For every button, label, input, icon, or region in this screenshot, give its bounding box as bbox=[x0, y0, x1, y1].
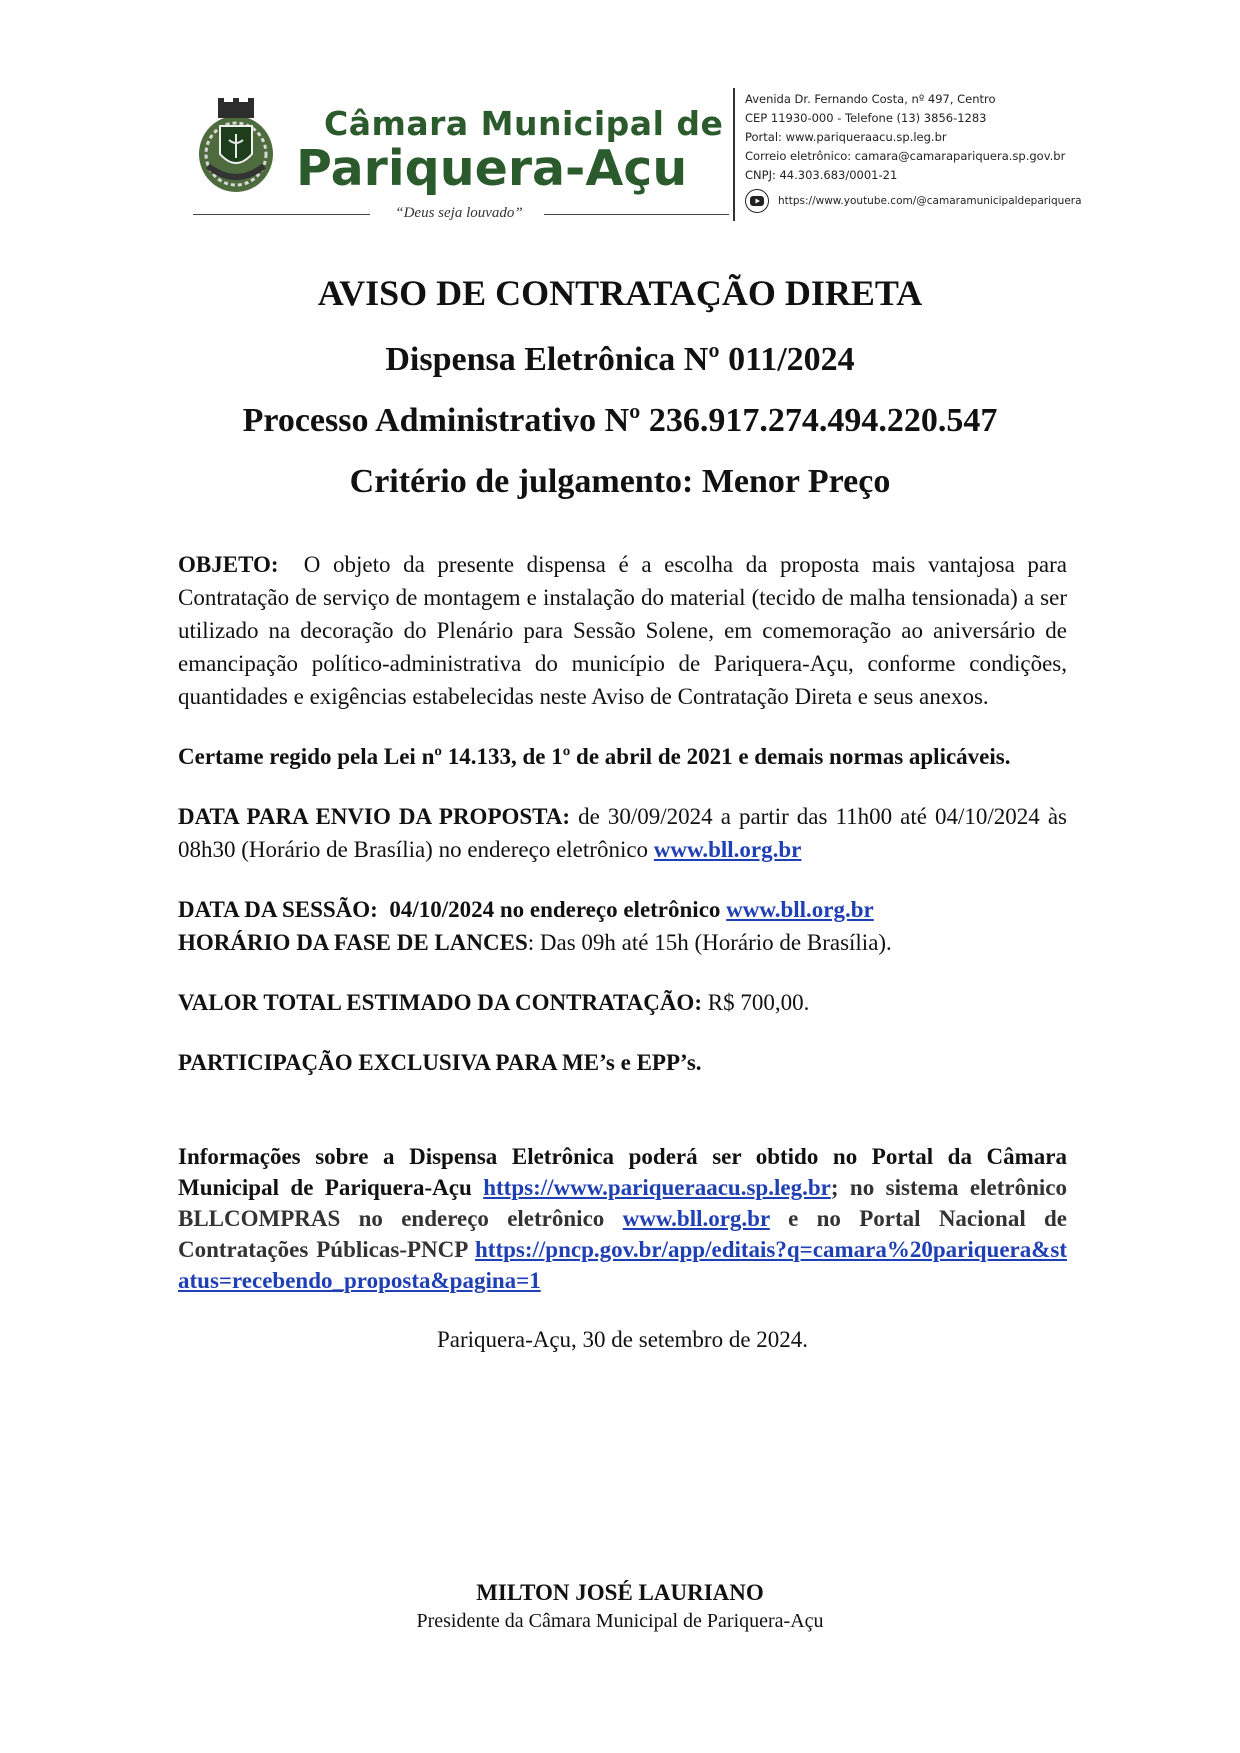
youtube-icon bbox=[745, 189, 769, 213]
contact-cep-phone: CEP 11930-000 - Telefone (13) 3856-1283 bbox=[745, 111, 987, 125]
letterhead bbox=[0, 0, 1240, 240]
org-name-line1: Câmara Municipal de bbox=[324, 104, 724, 143]
bll-link[interactable]: www.bll.org.br bbox=[622, 1206, 770, 1231]
youtube-url[interactable]: https://www.youtube.com/@camaramunicipaldepariquera bbox=[778, 195, 1082, 207]
signature-block bbox=[0, 1578, 1240, 1634]
municipal-crest-icon bbox=[196, 96, 276, 196]
paragraph-sessao bbox=[178, 893, 1067, 959]
paragraph-info bbox=[178, 1141, 1067, 1296]
objeto-label: OBJETO: bbox=[178, 552, 279, 577]
org-name-line2: Pariquera-Açu bbox=[296, 140, 688, 197]
envio-label: DATA PARA ENVIO DA PROPOSTA: bbox=[178, 804, 571, 829]
motto: “Deus seja louvado” bbox=[395, 205, 523, 221]
bll-link[interactable]: www.bll.org.br bbox=[653, 837, 802, 862]
letterhead-divider bbox=[733, 88, 735, 221]
sessao-text: 04/10/2024 no endereço eletrônico bbox=[389, 897, 721, 922]
contact-block bbox=[745, 90, 1065, 185]
info-text2: ; no sistema eletrônico BLLCOMPRAS no endereço eletrônico bbox=[178, 1175, 1067, 1231]
dispensa-number: Dispensa Eletrônica Nº 011/2024 bbox=[385, 341, 855, 378]
motto-rule-left bbox=[193, 214, 370, 215]
objeto-text: O objeto da presente dispensa é a escolha da proposta mais vantajosa para Contratação de serviço de montagem e instalação do material (tecido de malha tensionada) a ser utilizado na decoração do Plenário para Sessão Solene, em comemoração ao aniversário de emancipação político-administrativa do município de Pariquera-Açu, conforme condições, quantidades e exigências estabelecidas neste Aviso de Contratação Direta e seus anexos. bbox=[178, 552, 1067, 709]
paragraph-lei: Certame regido pela Lei nº 14.133, de 1º de abril de 2021 e demais normas aplicáveis. bbox=[178, 744, 1011, 769]
document-body bbox=[178, 548, 1067, 1356]
sessao-label: DATA DA SESSÃO: bbox=[178, 897, 378, 922]
contact-portal: Portal: www.pariqueraacu.sp.leg.br bbox=[745, 130, 947, 144]
motto-rule-right bbox=[544, 214, 729, 215]
paragraph-exclusiva: PARTICIPAÇÃO EXCLUSIVA PARA ME’s e EPP’s. bbox=[178, 1050, 702, 1075]
lances-label: HORÁRIO DA FASE DE LANCES bbox=[178, 930, 528, 955]
criterio-julgamento: Critério de julgamento: Menor Preço bbox=[349, 463, 891, 500]
info-text3: e no Portal Nacional de Contratações Públicas-PNCP bbox=[178, 1206, 1068, 1262]
paragraph-valor bbox=[178, 986, 1067, 1019]
paragraph-envio bbox=[178, 800, 1067, 866]
pncp-link[interactable]: https://pncp.gov.br/app/editais?q=camara%20pariquera&status=recebendo_proposta&pagina=1 bbox=[178, 1237, 1068, 1293]
bll-link[interactable]: www.bll.org.br bbox=[726, 897, 874, 922]
portal-link[interactable]: https://www.pariqueraacu.sp.leg.br bbox=[483, 1175, 831, 1200]
lances-text: : Das 09h até 15h (Horário de Brasília). bbox=[527, 930, 892, 955]
document-title: AVISO DE CONTRATAÇÃO DIRETA bbox=[317, 273, 923, 313]
place-date: Pariquera-Açu, 30 de setembro de 2024. bbox=[436, 1327, 809, 1352]
signer-role: Presidente da Câmara Municipal de Pariquera-Açu bbox=[416, 1610, 824, 1632]
processo-number: Processo Administrativo Nº 236.917.274.494.220.547 bbox=[242, 402, 998, 439]
contact-cnpj: CNPJ: 44.303.683/0001-21 bbox=[745, 168, 898, 182]
contact-email: Correio eletrônico: camara@camarapariquera.sp.gov.br bbox=[745, 149, 1066, 163]
valor-text: R$ 700,00. bbox=[707, 990, 810, 1015]
contact-address: Avenida Dr. Fernando Costa, nº 497, Centro bbox=[745, 92, 996, 106]
envio-text: de 30/09/2024 a partir das 11h00 até 04/10/2024 às 08h30 (Horário de Brasília) no endereço eletrônico bbox=[178, 804, 1068, 862]
paragraph-objeto bbox=[178, 548, 1067, 713]
signer-name: MILTON JOSÉ LAURIANO bbox=[476, 1580, 764, 1605]
valor-label: VALOR TOTAL ESTIMADO DA CONTRATAÇÃO: bbox=[178, 990, 702, 1015]
youtube-row[interactable] bbox=[745, 188, 1082, 214]
info-text1: Informações sobre a Dispensa Eletrônica poderá ser obtido no Portal da Câmara Municipal de Pariquera-Açu bbox=[178, 1144, 1067, 1200]
